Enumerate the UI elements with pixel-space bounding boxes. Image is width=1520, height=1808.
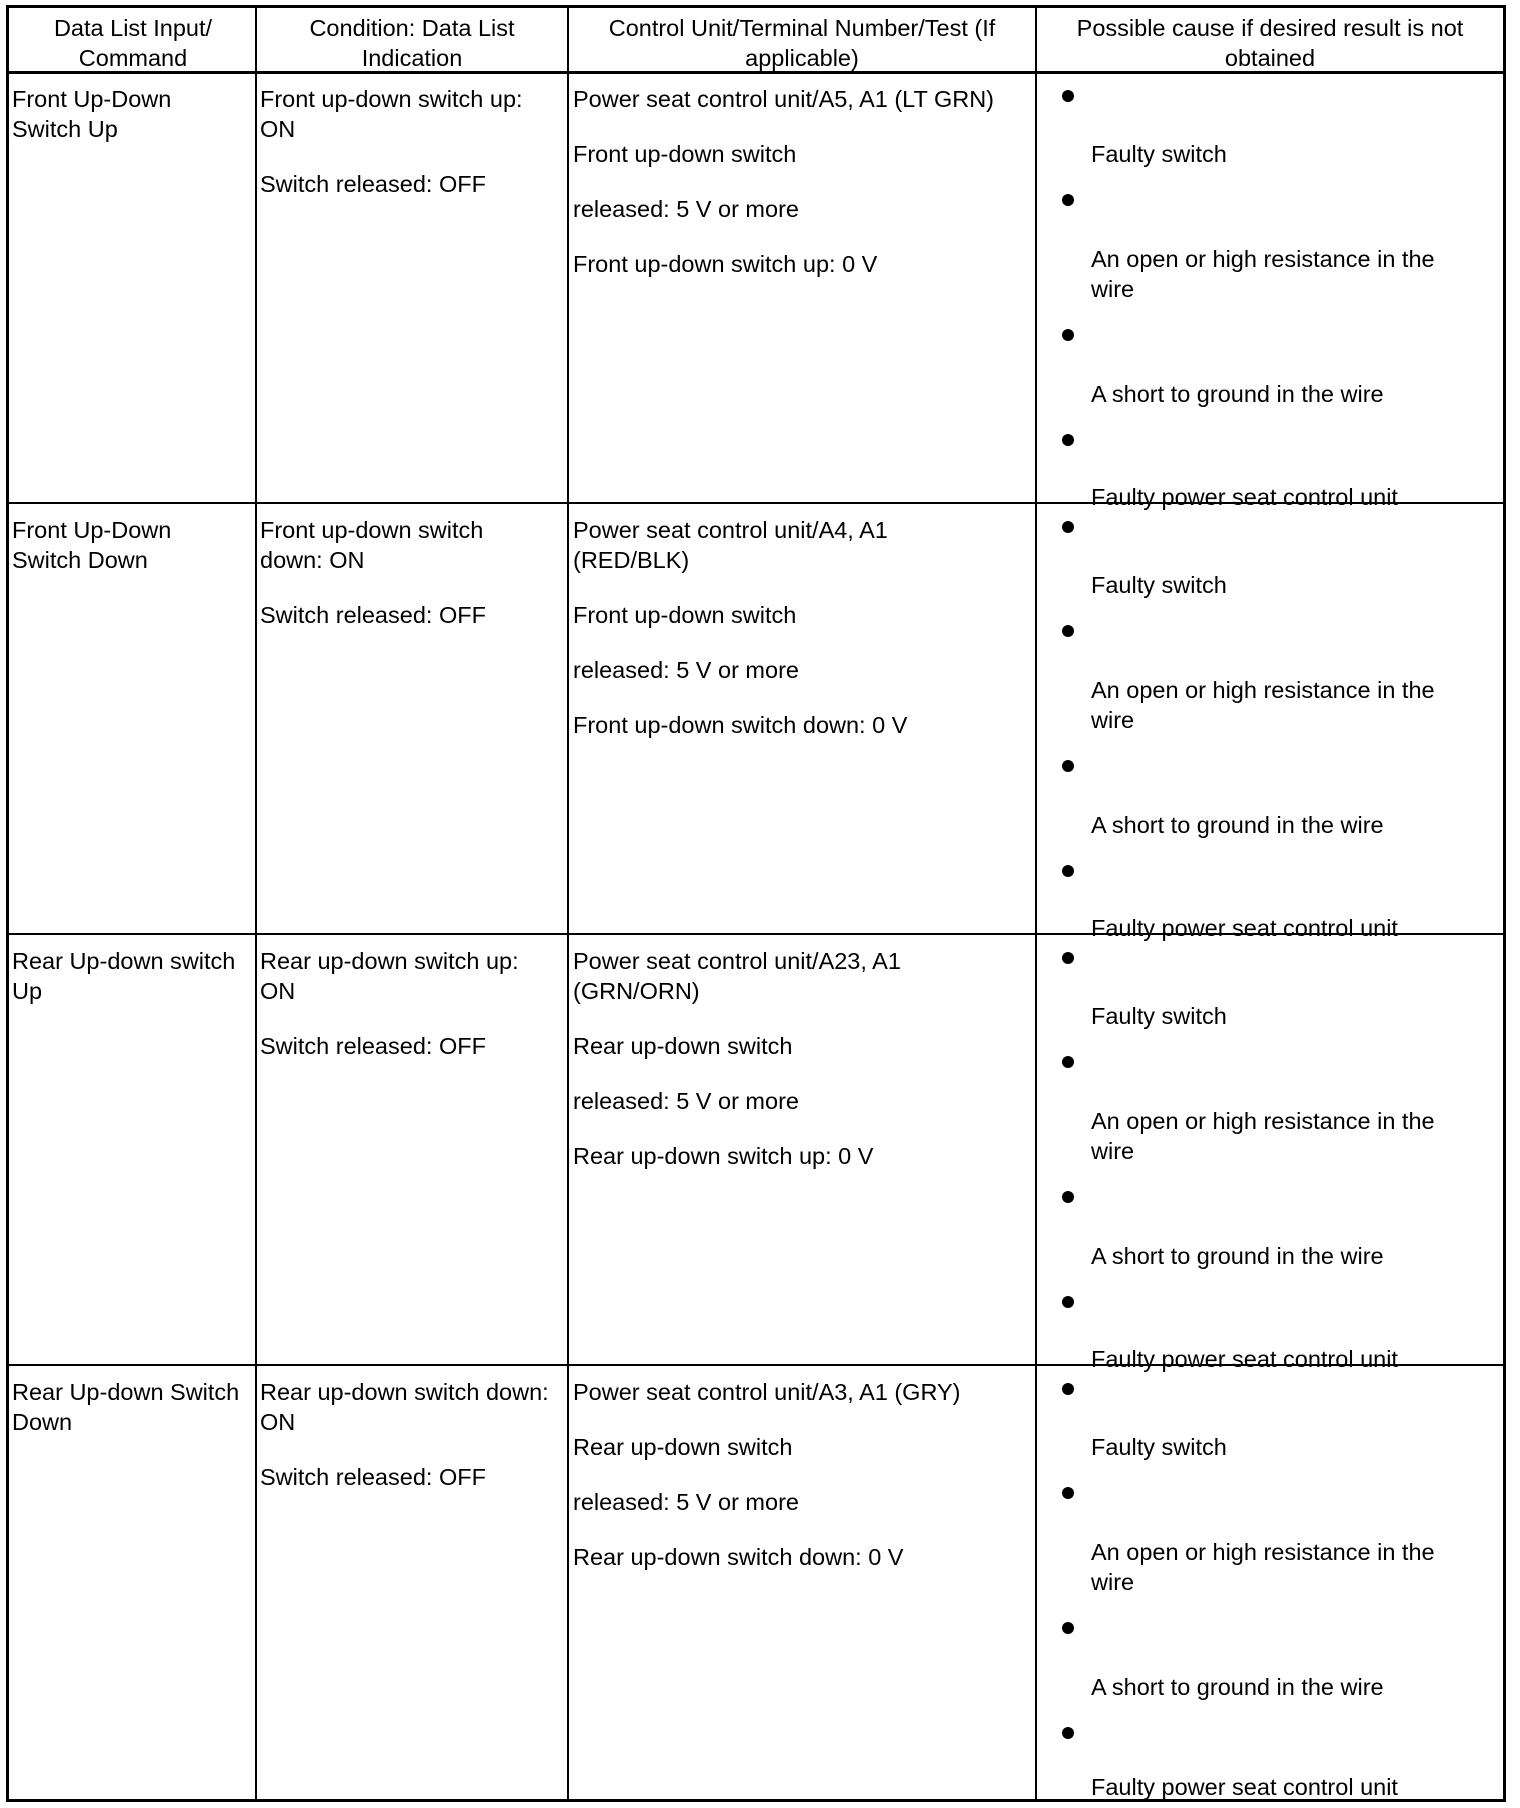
input-text-line: Front Up-Down xyxy=(12,517,172,543)
bullet-icon xyxy=(1062,1487,1074,1499)
bullet-icon xyxy=(1062,1296,1074,1308)
column-divider xyxy=(255,8,257,1799)
terminal-text-line: released: 5 V or more xyxy=(573,196,799,222)
input-text-line: Down xyxy=(12,1409,73,1435)
cause-text-line: Faulty switch xyxy=(1091,1003,1227,1029)
condition-text-line: Switch released: OFF xyxy=(260,1464,486,1490)
input-text-line: Rear Up-down switch xyxy=(12,948,236,974)
terminal-text-line: (GRN/ORN) xyxy=(573,978,700,1004)
condition-text-line: Rear up-down switch up: xyxy=(260,948,519,974)
bullet-icon xyxy=(1062,1383,1074,1395)
terminal-text-line: Front up-down switch xyxy=(573,602,797,628)
terminal-text-line: Power seat control unit/A23, A1 xyxy=(573,948,901,974)
cause-text-line: An open or high resistance in the xyxy=(1091,1108,1435,1134)
bullet-icon xyxy=(1062,1056,1074,1068)
cause-text-line: A short to ground in the wire xyxy=(1091,1674,1384,1700)
input-text-line: Up xyxy=(12,978,43,1004)
cause-text-line: Faulty switch xyxy=(1091,572,1227,598)
condition-text-line: Switch released: OFF xyxy=(260,602,486,628)
bullet-icon xyxy=(1062,1622,1074,1634)
cause-text-line: Faulty power seat control unit xyxy=(1091,484,1398,510)
bullet-icon xyxy=(1062,1191,1074,1203)
input-text-line: Front Up-Down xyxy=(12,86,172,112)
terminal-text-line: Power seat control unit/A5, A1 (LT GRN) xyxy=(573,86,995,112)
cause-text-line: Faulty power seat control unit xyxy=(1091,1346,1398,1372)
condition-text-line: Rear up-down switch down: xyxy=(260,1379,549,1405)
terminal-text-line: Front up-down switch xyxy=(573,141,797,167)
condition-text-line: Switch released: OFF xyxy=(260,1033,486,1059)
input-text-line: Switch Down xyxy=(12,547,148,573)
terminal-text-line: Front up-down switch down: 0 V xyxy=(573,712,908,738)
bullet-icon xyxy=(1062,760,1074,772)
bullet-icon xyxy=(1062,625,1074,637)
bullet-icon xyxy=(1062,865,1074,877)
condition-text-line: ON xyxy=(260,116,296,142)
cause-text-line: Faulty power seat control unit xyxy=(1091,915,1398,941)
header-condition: Condition: Data List Indication xyxy=(309,15,515,71)
diagnostic-data-table xyxy=(6,5,1506,1802)
bullet-icon xyxy=(1062,434,1074,446)
cause-text-line: Faulty switch xyxy=(1091,1434,1227,1460)
terminal-text-line: Rear up-down switch xyxy=(573,1434,793,1460)
cause-text-line: A short to ground in the wire xyxy=(1091,381,1384,407)
cause-text-line: A short to ground in the wire xyxy=(1091,1243,1384,1269)
cause-text-line: wire xyxy=(1091,707,1135,733)
header-data-list-input: Data List Input/ Command xyxy=(53,15,213,71)
terminal-text-line: released: 5 V or more xyxy=(573,1489,799,1515)
header-possible-cause: Possible cause if desired result is not obtained xyxy=(1076,15,1464,71)
cause-text-line: An open or high resistance in the xyxy=(1091,677,1435,703)
condition-text-line: Front up-down switch xyxy=(260,517,484,543)
condition-text-line: Front up-down switch up: xyxy=(260,86,523,112)
condition-text-line: down: ON xyxy=(260,547,365,573)
input-text-line: Rear Up-down Switch xyxy=(12,1379,240,1405)
cause-text-line: An open or high resistance in the xyxy=(1091,246,1435,272)
input-text-line: Switch Up xyxy=(12,116,118,142)
cause-text-line: A short to ground in the wire xyxy=(1091,812,1384,838)
terminal-text-line: Front up-down switch up: 0 V xyxy=(573,251,878,277)
bullet-icon xyxy=(1062,521,1074,533)
bullet-icon xyxy=(1062,194,1074,206)
terminal-text-line: Rear up-down switch xyxy=(573,1033,793,1059)
header-terminal: Control Unit/Terminal Number/Test (If applicable) xyxy=(608,15,996,71)
bullet-icon xyxy=(1062,329,1074,341)
cause-text-line: wire xyxy=(1091,1138,1135,1164)
condition-text-line: Switch released: OFF xyxy=(260,171,486,197)
cause-text-line: wire xyxy=(1091,1569,1135,1595)
terminal-text-line: released: 5 V or more xyxy=(573,1088,799,1114)
terminal-text-line: Power seat control unit/A4, A1 xyxy=(573,517,888,543)
cause-text-line: wire xyxy=(1091,276,1135,302)
terminal-text-line: Rear up-down switch down: 0 V xyxy=(573,1544,904,1570)
cause-text-line: Faulty power seat control unit xyxy=(1091,1774,1398,1800)
bullet-icon xyxy=(1062,90,1074,102)
cause-text-line: Faulty switch xyxy=(1091,141,1227,167)
terminal-text-line: Power seat control unit/A3, A1 (GRY) xyxy=(573,1379,961,1405)
cause-text-line: An open or high resistance in the xyxy=(1091,1539,1435,1565)
terminal-text-line: released: 5 V or more xyxy=(573,657,799,683)
column-divider xyxy=(1035,8,1037,1799)
condition-text-line: ON xyxy=(260,1409,296,1435)
column-divider xyxy=(567,8,569,1799)
terminal-text-line: Rear up-down switch up: 0 V xyxy=(573,1143,874,1169)
bullet-icon xyxy=(1062,1727,1074,1739)
condition-text-line: ON xyxy=(260,978,296,1004)
bullet-icon xyxy=(1062,952,1074,964)
terminal-text-line: (RED/BLK) xyxy=(573,547,690,573)
